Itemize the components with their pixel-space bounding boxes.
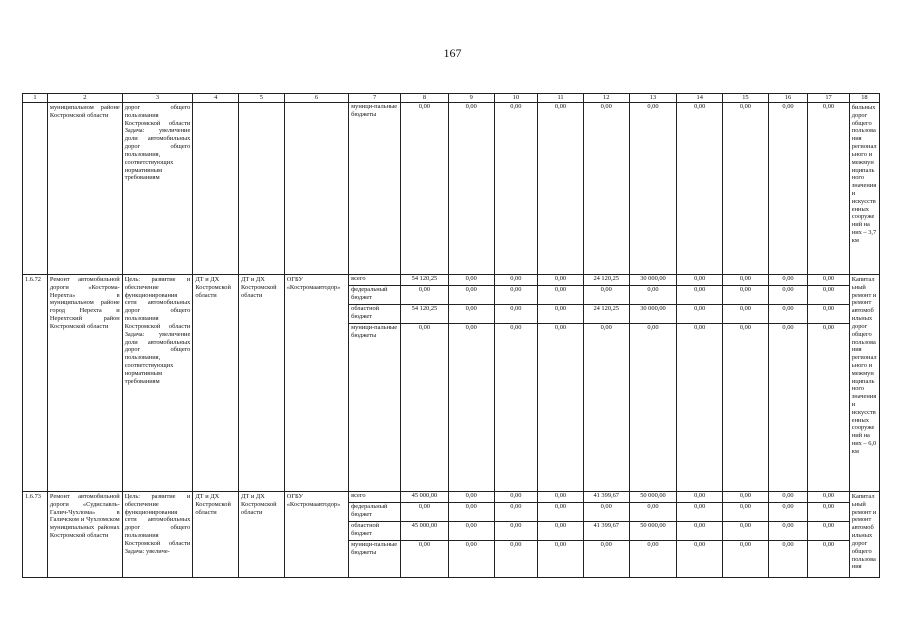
header-cell-12: 12 <box>583 94 629 103</box>
funding-source-label: муници-пальные бюджеты <box>351 103 398 118</box>
amount-value: 0,00 <box>465 541 477 548</box>
participant <box>284 103 348 275</box>
header-cell-2: 2 <box>47 94 122 103</box>
amount-value: 0,00 <box>677 275 722 286</box>
amount-column-14 <box>677 275 723 492</box>
goal-task: Цель: развитие и обеспечение функционирования сети автомобильных дорог общего пользования Костромской области Задача: увеличение доли автомобильных дорог общего пользования, соответствующих нормативным требованиям <box>122 275 193 492</box>
co-executor <box>239 103 285 275</box>
amount-value: 0,00 <box>495 492 538 503</box>
funding-sources <box>349 275 401 492</box>
amount-column-13 <box>629 103 677 275</box>
amount-value: 0,00 <box>401 286 448 305</box>
amount-column-9 <box>448 492 494 578</box>
amount-value: 0,00 <box>510 541 522 548</box>
amount-value: 0,00 <box>510 103 522 110</box>
amount-value: 24 120,25 <box>584 275 629 286</box>
header-cell-18: 18 <box>849 94 879 103</box>
amount-value: 0,00 <box>769 305 807 324</box>
amount-value: 0,00 <box>510 324 522 331</box>
table-row <box>23 492 880 578</box>
amount-value: 0,00 <box>418 103 431 110</box>
amount-value: 0,00 <box>723 492 768 503</box>
amount-value: 0,00 <box>538 522 583 541</box>
amount-value: 0,00 <box>677 305 722 324</box>
amount-value: 0,00 <box>449 275 494 286</box>
amount-value: 0,00 <box>449 305 494 324</box>
amount-value: 0,00 <box>554 103 567 110</box>
responsible-executor: ДТ и ДХ Костромской области <box>193 492 239 578</box>
amount-column-8 <box>401 103 449 275</box>
header-cell-8: 8 <box>401 94 449 103</box>
amount-column-12 <box>583 103 629 275</box>
amount-value: 0,00 <box>723 305 768 324</box>
amount-value: 0,00 <box>677 492 722 503</box>
amount-value: 0,00 <box>449 492 494 503</box>
amount-value: 0,00 <box>600 541 612 548</box>
amount-value: 30 000,00 <box>630 275 677 286</box>
amount-column-12 <box>583 492 629 578</box>
header-cell-14: 14 <box>677 94 723 103</box>
amount-column-10 <box>494 275 538 492</box>
amount-value: 0,00 <box>739 103 751 110</box>
header-row <box>23 94 880 103</box>
amount-value: 50 000,00 <box>630 522 677 541</box>
amount-column-17 <box>808 103 850 275</box>
amount-column-9 <box>448 275 494 492</box>
amount-value: 0,00 <box>418 541 431 548</box>
amount-value: 0,00 <box>723 503 768 522</box>
amount-column-10 <box>494 492 538 578</box>
expected-result: Капитальный ремонт и ремонт автомобильных дорог общего пользования регионального и межмуниципального значения и искусственных сооружений на них – 6,0 км <box>849 275 879 492</box>
amount-column-13 <box>629 492 677 578</box>
amount-column-15 <box>723 275 769 492</box>
header-cell-15: 15 <box>723 94 769 103</box>
goal-task: Цель: развитие и обеспечение функционирования сети автомобильных дорог общего пользования Костромской области Задача: увеличе- <box>122 492 193 578</box>
co-executor: ДТ и ДХ Костромской области <box>239 275 285 492</box>
co-executor: ДТ и ДХ Костромской области <box>239 492 285 578</box>
amount-value: 0,00 <box>694 103 706 110</box>
funding-source-label: всего <box>349 492 400 503</box>
header-cell-16: 16 <box>768 94 807 103</box>
amount-column-17 <box>808 275 850 492</box>
amount-value: 0,00 <box>723 275 768 286</box>
amount-value: 0,00 <box>495 503 538 522</box>
amount-value: 0,00 <box>418 324 431 331</box>
amount-value: 0,00 <box>465 324 477 331</box>
amount-value: 0,00 <box>782 541 794 548</box>
amount-column-16 <box>768 275 807 492</box>
amount-value: 0,00 <box>554 324 567 331</box>
amount-value: 0,00 <box>808 275 849 286</box>
amount-value: 0,00 <box>538 492 583 503</box>
amount-column-14 <box>677 492 723 578</box>
responsible-executor <box>193 103 239 275</box>
header-cell-6: 6 <box>284 94 348 103</box>
amount-value: 45 000,00 <box>401 492 448 503</box>
header-cell-1: 1 <box>23 94 48 103</box>
amount-value: 0,00 <box>808 522 849 541</box>
amount-value: 0,00 <box>822 324 835 331</box>
amount-value: 0,00 <box>584 286 629 305</box>
amount-value: 0,00 <box>808 492 849 503</box>
amount-value: 41 399,67 <box>584 522 629 541</box>
amount-value: 0,00 <box>782 103 794 110</box>
header-cell-13: 13 <box>629 94 677 103</box>
program-table <box>22 93 880 578</box>
amount-value: 0,00 <box>495 522 538 541</box>
amount-value: 45 000,00 <box>401 522 448 541</box>
amount-value: 0,00 <box>808 286 849 305</box>
amount-value: 0,00 <box>769 492 807 503</box>
header-cell-11: 11 <box>538 94 584 103</box>
funding-source-label: всего <box>349 275 400 286</box>
amount-value: 0,00 <box>465 103 477 110</box>
amount-value: 0,00 <box>723 522 768 541</box>
funding-sources <box>349 103 401 275</box>
responsible-executor: ДТ и ДХ Костромской области <box>193 275 239 492</box>
amount-value: 0,00 <box>449 286 494 305</box>
amount-value: 0,00 <box>449 522 494 541</box>
amount-column-15 <box>723 103 769 275</box>
amount-value: 0,00 <box>538 503 583 522</box>
amount-column-15 <box>723 492 769 578</box>
funding-sources <box>349 492 401 578</box>
amount-value: 0,00 <box>808 503 849 522</box>
amount-value: 0,00 <box>739 324 751 331</box>
amount-column-17 <box>808 492 850 578</box>
amount-value: 0,00 <box>401 503 448 522</box>
amount-column-10 <box>494 103 538 275</box>
table-row <box>23 275 880 492</box>
amount-value: 0,00 <box>584 503 629 522</box>
amount-value: 0,00 <box>822 541 835 548</box>
amount-column-8 <box>401 492 449 578</box>
amount-value: 0,00 <box>630 503 677 522</box>
amount-value: 0,00 <box>723 286 768 305</box>
header-cell-17: 17 <box>808 94 850 103</box>
amount-value: 0,00 <box>769 275 807 286</box>
amount-column-14 <box>677 103 723 275</box>
amount-value: 0,00 <box>495 275 538 286</box>
amount-value: 0,00 <box>822 103 835 110</box>
amount-value: 0,00 <box>449 503 494 522</box>
header-cell-7: 7 <box>349 94 401 103</box>
row-number: 1.6.72 <box>23 275 48 492</box>
header-cell-4: 4 <box>193 94 239 103</box>
row-number: 1.6.73 <box>23 492 48 578</box>
amount-column-13 <box>629 275 677 492</box>
amount-column-16 <box>768 103 807 275</box>
amount-value: 0,00 <box>495 286 538 305</box>
amount-value: 0,00 <box>538 305 583 324</box>
amount-value: 30 000,00 <box>630 305 677 324</box>
amount-value: 0,00 <box>538 286 583 305</box>
funding-source-label: федеральный бюджет <box>349 286 400 305</box>
amount-value: 0,00 <box>647 541 659 548</box>
event-name: муниципальном районе Костромской области <box>47 103 122 275</box>
amount-value: 0,00 <box>769 503 807 522</box>
amount-value: 0,00 <box>600 324 612 331</box>
amount-column-12 <box>583 275 629 492</box>
amount-value: 54 120,25 <box>401 275 448 286</box>
header-cell-9: 9 <box>448 94 494 103</box>
amount-value: 0,00 <box>677 522 722 541</box>
page-number: 167 <box>443 46 462 60</box>
amount-column-11 <box>538 275 584 492</box>
header-cell-10: 10 <box>494 94 538 103</box>
amount-value: 50 000,00 <box>630 492 677 503</box>
amount-value: 0,00 <box>782 324 794 331</box>
amount-value: 24 120,25 <box>584 305 629 324</box>
amount-column-11 <box>538 103 584 275</box>
participant: ОГБУ «Костромаавтодор» <box>284 492 348 578</box>
event-name: Ремонт автомобильной дороги «Судиславль-Галич-Чухлома» в Галичском и Чухломском муниципальных районах Костромской области <box>47 492 122 578</box>
amount-value: 0,00 <box>554 541 567 548</box>
header-cell-5: 5 <box>239 94 285 103</box>
amount-value: 0,00 <box>647 103 659 110</box>
funding-source-label: федеральный бюджет <box>349 503 400 522</box>
amount-value: 0,00 <box>600 103 612 110</box>
funding-source-label: областной бюджет <box>349 522 400 541</box>
amount-value: 0,00 <box>739 541 751 548</box>
amount-column-11 <box>538 492 584 578</box>
funding-source-label: муници-пальные бюджеты <box>351 324 398 339</box>
amount-value: 0,00 <box>677 286 722 305</box>
amount-column-8 <box>401 275 449 492</box>
expected-result: Капитальный ремонт и ремонт автомобильных дорог общего пользования <box>849 492 879 578</box>
header-cell-3: 3 <box>122 94 193 103</box>
amount-value: 0,00 <box>647 324 659 331</box>
amount-value: 54 120,25 <box>401 305 448 324</box>
amount-value: 0,00 <box>769 286 807 305</box>
amount-column-16 <box>768 492 807 578</box>
amount-column-9 <box>448 103 494 275</box>
row-number <box>23 103 48 275</box>
amount-value: 0,00 <box>677 503 722 522</box>
amount-value: 0,00 <box>769 522 807 541</box>
funding-source-label: областной бюджет <box>349 305 400 324</box>
expected-result: бильных дорог общего пользования регионального и межмуниципального значения и искусственных сооружений на них – 3,7 км <box>849 103 879 275</box>
amount-value: 0,00 <box>630 286 677 305</box>
table-row <box>23 103 880 275</box>
amount-value: 0,00 <box>694 324 706 331</box>
goal-task: дорог общего пользования Костромской области Задача: увеличение доли автомобильных дорог общего пользования, соответствующих нормативным требованиям <box>122 103 193 275</box>
event-name: Ремонт автомобильной дороги «Кострома-Нерехта» в муниципальном районе город Нерехта и Нерехтский район Костромской области <box>47 275 122 492</box>
amount-value: 0,00 <box>694 541 706 548</box>
amount-value: 0,00 <box>538 275 583 286</box>
amount-value: 41 399,67 <box>584 492 629 503</box>
participant: ОГБУ «Костромаавтодор» <box>284 275 348 492</box>
amount-value: 0,00 <box>495 305 538 324</box>
funding-source-label: муници-пальные бюджеты <box>351 541 398 556</box>
amount-value: 0,00 <box>808 305 849 324</box>
